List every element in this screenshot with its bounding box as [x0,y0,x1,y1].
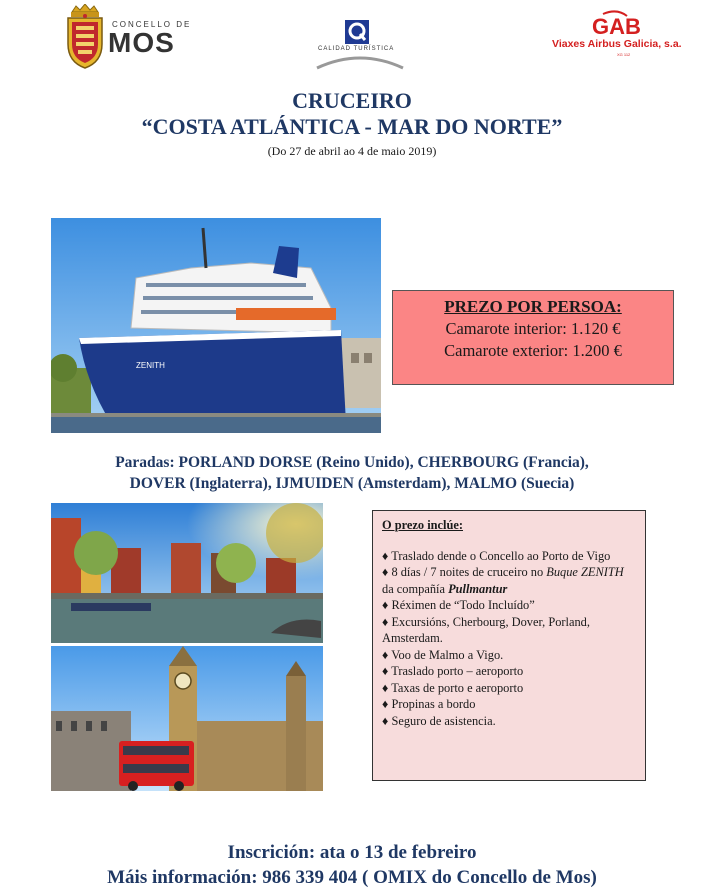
include-item: ♦ Seguro de asistencia. [382,713,496,728]
company-name: Pullmantur [448,581,508,596]
include-item: ♦ Réximen de “Todo Incluído” [382,598,535,612]
price-exterior: Camarote exterior: 1.200 € [444,341,622,360]
page-title: CRUCEIRO [292,88,412,113]
more-info: Máis información: 986 339 404 ( OMIX do Concello de Mos) [107,867,597,888]
diamond-bullet-icon: ♦ [382,614,389,629]
diamond-bullet-icon: ♦ [382,697,389,711]
include-item: ♦ Taxas de porto e aeroporto [382,680,524,695]
page-subtitle: “COSTA ATLÁNTICA - MAR DO NORTE” [141,114,563,139]
ship-name: Buque ZENITH [546,565,624,579]
stops-line-1: Paradas: PORLAND DORSE (Reino Unido), CHERBOURG (Francia), [115,454,589,471]
calidad-caption: CALIDAD TURÍSTICA [318,46,395,52]
q-quality-icon [315,18,405,70]
diamond-bullet-icon: ♦ [382,647,389,662]
mos-label: MOS [108,27,175,58]
ship-hull-name: ZENITH [136,361,165,370]
london-photo [51,646,323,791]
include-item: ♦ Excursións, Cherbourg, Dover, Porland, Amsterdam. [382,614,590,645]
trip-dates: (Do 27 de abril ao 4 de maio 2019) [267,144,437,158]
diamond-bullet-icon: ♦ [382,680,389,695]
price-box [392,290,674,385]
include-item: ♦ Traslado porto – aeroporto [382,664,524,678]
includes-heading: O prezo inclúe: [382,518,463,532]
include-item: ♦ Traslado dende o Concello ao Porto de Vigo [382,548,611,563]
agency-code: XG 112 [617,52,631,57]
diamond-bullet-icon: ♦ [382,664,389,678]
diamond-bullet-icon: ♦ [382,548,389,563]
amsterdam-photo [51,503,323,643]
concello-label: CONCELLO DE [112,20,192,29]
agency-name: Viaxes Airbus Galicia, s.a. [552,38,682,50]
gab-mark-icon [545,10,675,40]
svg-text:GAB: GAB [592,14,641,39]
diamond-bullet-icon: ♦ [382,598,389,612]
cruise-ship-photo [51,218,381,433]
include-item: ♦ 8 días / 7 noites de cruceiro no Buque ZENITH da compañía Pullmantur [382,565,624,596]
includes-box [372,510,646,781]
inscription-deadline: Inscrición: ata o 13 de febreiro [227,842,477,863]
price-interior: Camarote interior: 1.120 € [445,319,621,338]
calidad-turistica-logo [315,18,405,70]
include-item: ♦ Voo de Malmo a Vigo. [382,647,504,662]
include-item: ♦ Propinas a bordo [382,697,476,711]
diamond-bullet-icon: ♦ [382,565,389,579]
stops-line-2: DOVER (Inglaterra), IJMUIDEN (Amsterdam), MALMO (Suecia) [129,475,575,492]
coat-of-arms-icon [62,4,108,70]
diamond-bullet-icon: ♦ [382,713,389,728]
stops-text [0,452,704,494]
price-heading: PREZO POR PERSOA: [444,297,622,316]
